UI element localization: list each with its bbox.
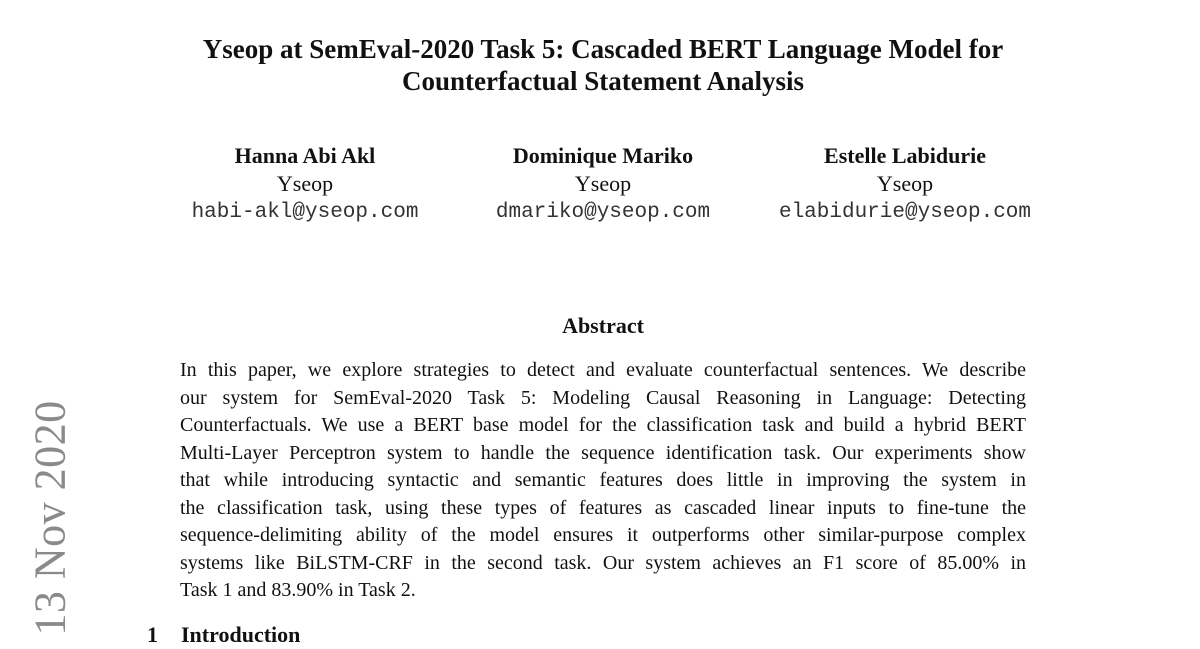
paper-title [0, 33, 1200, 97]
author-email: elabidurie@yseop.com [778, 201, 1032, 224]
paper-title-line-2: Counterfactual Statement Analysis [402, 66, 804, 96]
abstract-body [180, 357, 1026, 605]
abstract-line: sequence-delimiting ability of the model ensures it outperforms other similar-purpose complex [180, 524, 1026, 546]
section-title: Introduction [181, 622, 301, 647]
abstract-line: Task 1 and 83.90% in Task 2. [180, 579, 416, 601]
author-name: Hanna Abi Akl [234, 143, 376, 168]
abstract-heading: Abstract [562, 313, 644, 338]
author-affiliation: Yseop [574, 171, 632, 196]
abstract-line: Multi-Layer Perceptron system to handle the sequence identification task. Our experiments show [180, 441, 1026, 464]
abstract-line: the classification task, using these types of features as cascaded linear inputs to fine-tune the [180, 496, 1026, 519]
paper-title-line-1: Yseop at SemEval-2020 Task 5: Cascaded BERT Language Model for [202, 34, 1004, 64]
abstract-line: Counterfactuals. We use a BERT base model for the classification task and build a hybrid BERT [180, 414, 1026, 436]
abstract-line: systems like BiLSTM-CRF in the second task. Our system achieves an F1 score of 85.00% in [180, 551, 1026, 574]
author-name: Estelle Labidurie [824, 143, 986, 168]
author-email: dmariko@yseop.com [495, 201, 711, 224]
abstract-line: our system for SemEval-2020 Task 5: Modeling Causal Reasoning in Language: Detecting [180, 386, 1026, 409]
author-affiliation: Yseop [876, 171, 934, 196]
author-name: Dominique Mariko [512, 143, 694, 168]
abstract-line: that while introducing syntactic and semantic features does little in improving the system in [180, 469, 1026, 491]
author-affiliation: Yseop [276, 171, 334, 196]
abstract-line: In this paper, we explore strategies to detect and evaluate counterfactual sentences. We describe [180, 359, 1026, 381]
author-email: habi-akl@yseop.com [191, 201, 419, 224]
author-block [755, 142, 1055, 228]
author-block [453, 142, 753, 228]
section-number: 1 [147, 622, 158, 647]
arxiv-date-stamp: 13 Nov 2020 [25, 400, 75, 636]
author-block [155, 142, 455, 228]
section-heading [147, 621, 300, 649]
